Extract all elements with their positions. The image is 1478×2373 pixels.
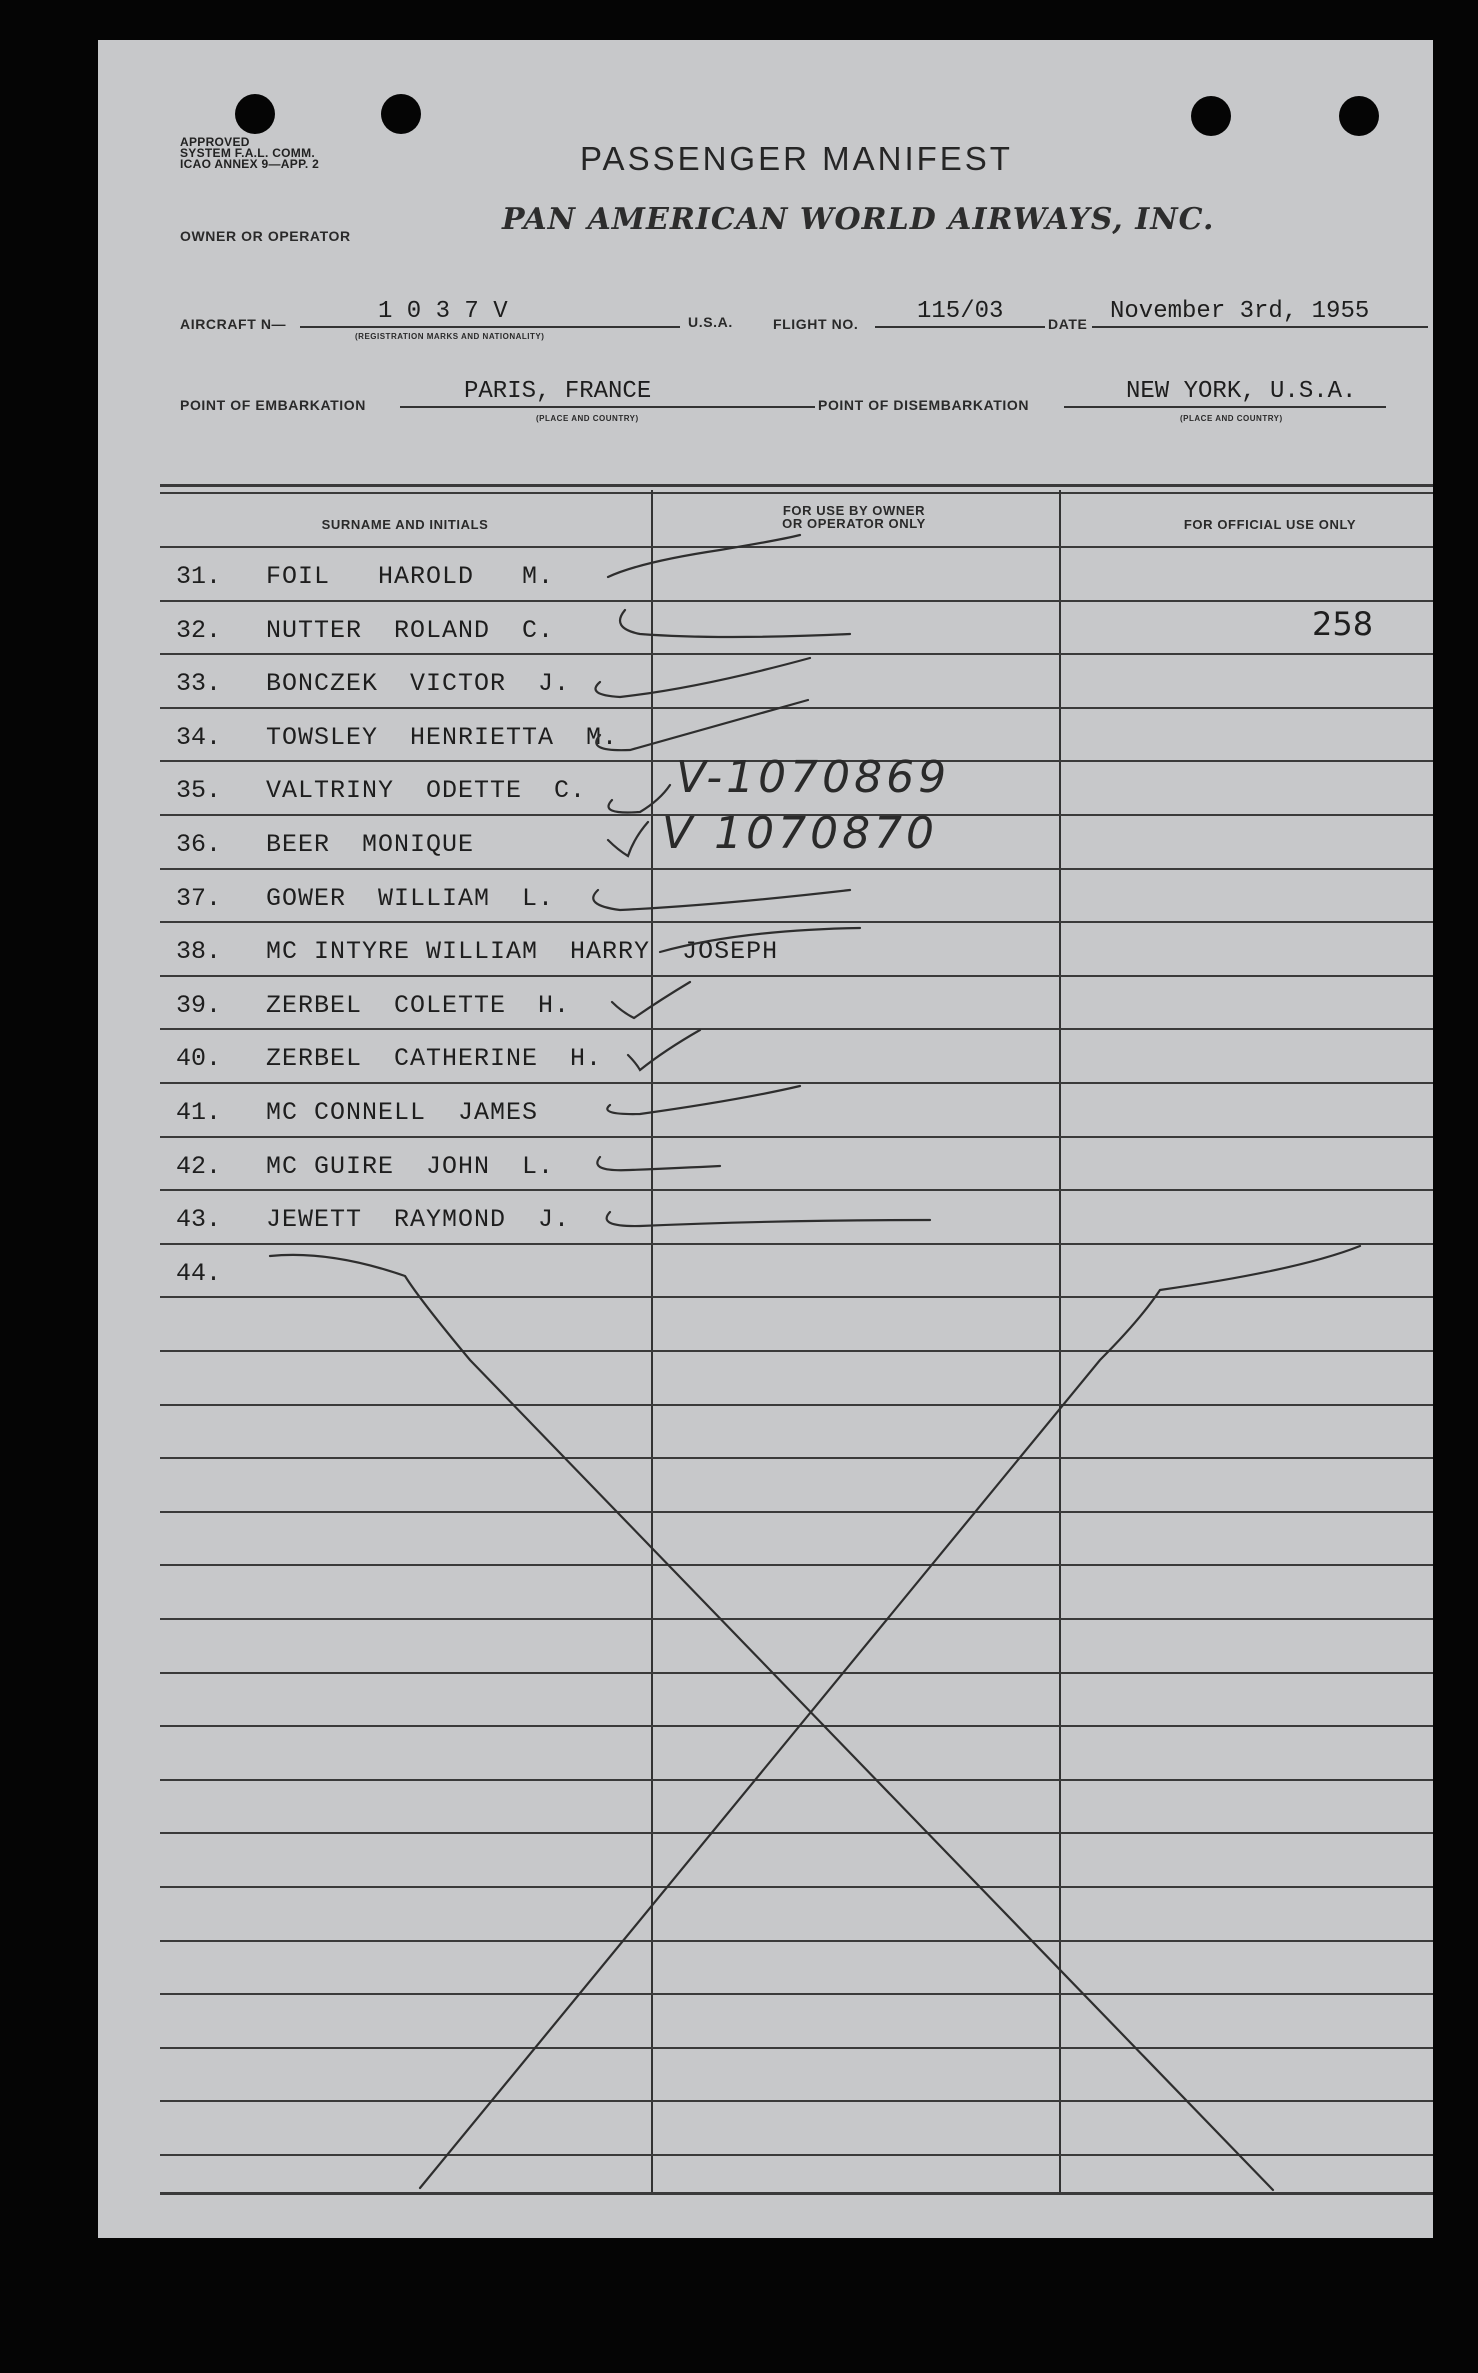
cross-out-x-line — [270, 1255, 1273, 2190]
check-mark — [596, 700, 808, 750]
passenger-name: JEWETT RAYMOND J. — [266, 1205, 571, 1234]
passenger-name: MC GUIRE JOHN L. — [266, 1152, 555, 1181]
passenger-number: 31. — [176, 562, 222, 591]
check-mark — [597, 1157, 720, 1170]
cross-out-x-line — [420, 1246, 1360, 2188]
flight-number: 115/03 — [917, 298, 1004, 325]
aircraft-sublabel: (REGISTRATION MARKS AND NATIONALITY) — [355, 332, 545, 341]
check-mark — [593, 890, 850, 910]
check-mark — [607, 1212, 930, 1226]
passenger-number: 32. — [176, 616, 222, 645]
disembarkation-sublabel: (PLACE AND COUNTRY) — [1180, 414, 1283, 423]
disembarkation-value: NEW YORK, U.S.A. — [1126, 378, 1357, 405]
check-mark — [608, 535, 800, 577]
passenger-name: MC CONNELL JAMES — [266, 1098, 539, 1127]
passenger-number: 42. — [176, 1152, 222, 1181]
check-mark — [596, 658, 811, 697]
approval-line-2: SYSTEM F.A.L. COMM. — [180, 146, 316, 160]
column-header-owner-use-2: OR OPERATOR ONLY — [782, 516, 926, 531]
approval-line-3: ICAO ANNEX 9—APP. 2 — [180, 157, 320, 171]
passenger-number: 38. — [176, 937, 222, 966]
passenger-name: ZERBEL COLETTE H. — [266, 991, 571, 1020]
passenger-number: 34. — [176, 723, 222, 752]
operator-name: PAN AMERICAN WORLD AIRWAYS, INC. — [502, 202, 1215, 237]
passenger-name: VALTRINY ODETTE C. — [266, 776, 587, 805]
aircraft-number: 1 0 3 7 V — [378, 298, 508, 325]
passenger-number: 40. — [176, 1044, 222, 1073]
flight-label: FLIGHT NO. — [773, 316, 859, 332]
passenger-name: BEER MONIQUE — [266, 830, 475, 859]
disembarkation-label: POINT OF DISEMBARKATION — [818, 397, 1030, 413]
handwritten-visa-1: V-1070869 — [676, 752, 951, 803]
passenger-name: GOWER WILLIAM L. — [266, 884, 555, 913]
check-mark — [612, 982, 690, 1018]
passenger-number: 44. — [176, 1259, 222, 1288]
passenger-number: 39. — [176, 991, 222, 1020]
flight-date: November 3rd, 1955 — [1110, 298, 1370, 325]
passenger-number: 35. — [176, 776, 222, 805]
embarkation-value: PARIS, FRANCE — [464, 378, 652, 405]
column-header-name: SURNAME AND INITIALS — [321, 517, 489, 532]
official-number: 258 — [1312, 605, 1374, 643]
check-mark — [628, 1030, 700, 1070]
check-mark — [660, 928, 860, 952]
passenger-name: BONCZEK VICTOR J. — [266, 669, 571, 698]
page-title: PASSENGER MANIFEST — [580, 140, 1013, 177]
passenger-name: FOIL HAROLD M. — [266, 562, 555, 591]
passenger-name: MC INTYRE WILLIAM HARRY JOSEPH — [266, 937, 779, 966]
passenger-number: 33. — [176, 669, 222, 698]
owner-label: OWNER OR OPERATOR — [180, 228, 351, 244]
passenger-name: ZERBEL CATHERINE H. — [266, 1044, 603, 1073]
passenger-number: 41. — [176, 1098, 222, 1127]
passenger-name: NUTTER ROLAND C. — [266, 616, 555, 645]
passenger-number: 37. — [176, 884, 222, 913]
check-mark — [620, 610, 850, 637]
embarkation-label: POINT OF EMBARKATION — [180, 397, 366, 413]
check-mark — [609, 785, 671, 813]
country-label: U.S.A. — [688, 314, 733, 330]
column-header-official: FOR OFFICIAL USE ONLY — [1183, 517, 1357, 532]
check-mark — [608, 822, 648, 856]
passenger-number: 43. — [176, 1205, 222, 1234]
column-header-owner-use-1: FOR USE BY OWNER — [782, 503, 926, 518]
embarkation-sublabel: (PLACE AND COUNTRY) — [536, 414, 639, 423]
approval-line-1: APPROVED — [180, 135, 250, 149]
handwritten-visa-2: V 1070870 — [662, 808, 939, 859]
aircraft-label: AIRCRAFT N— — [180, 316, 287, 332]
date-label: DATE — [1048, 316, 1088, 332]
check-mark — [607, 1086, 800, 1114]
passenger-number: 36. — [176, 830, 222, 859]
passenger-name: TOWSLEY HENRIETTA M. — [266, 723, 619, 752]
